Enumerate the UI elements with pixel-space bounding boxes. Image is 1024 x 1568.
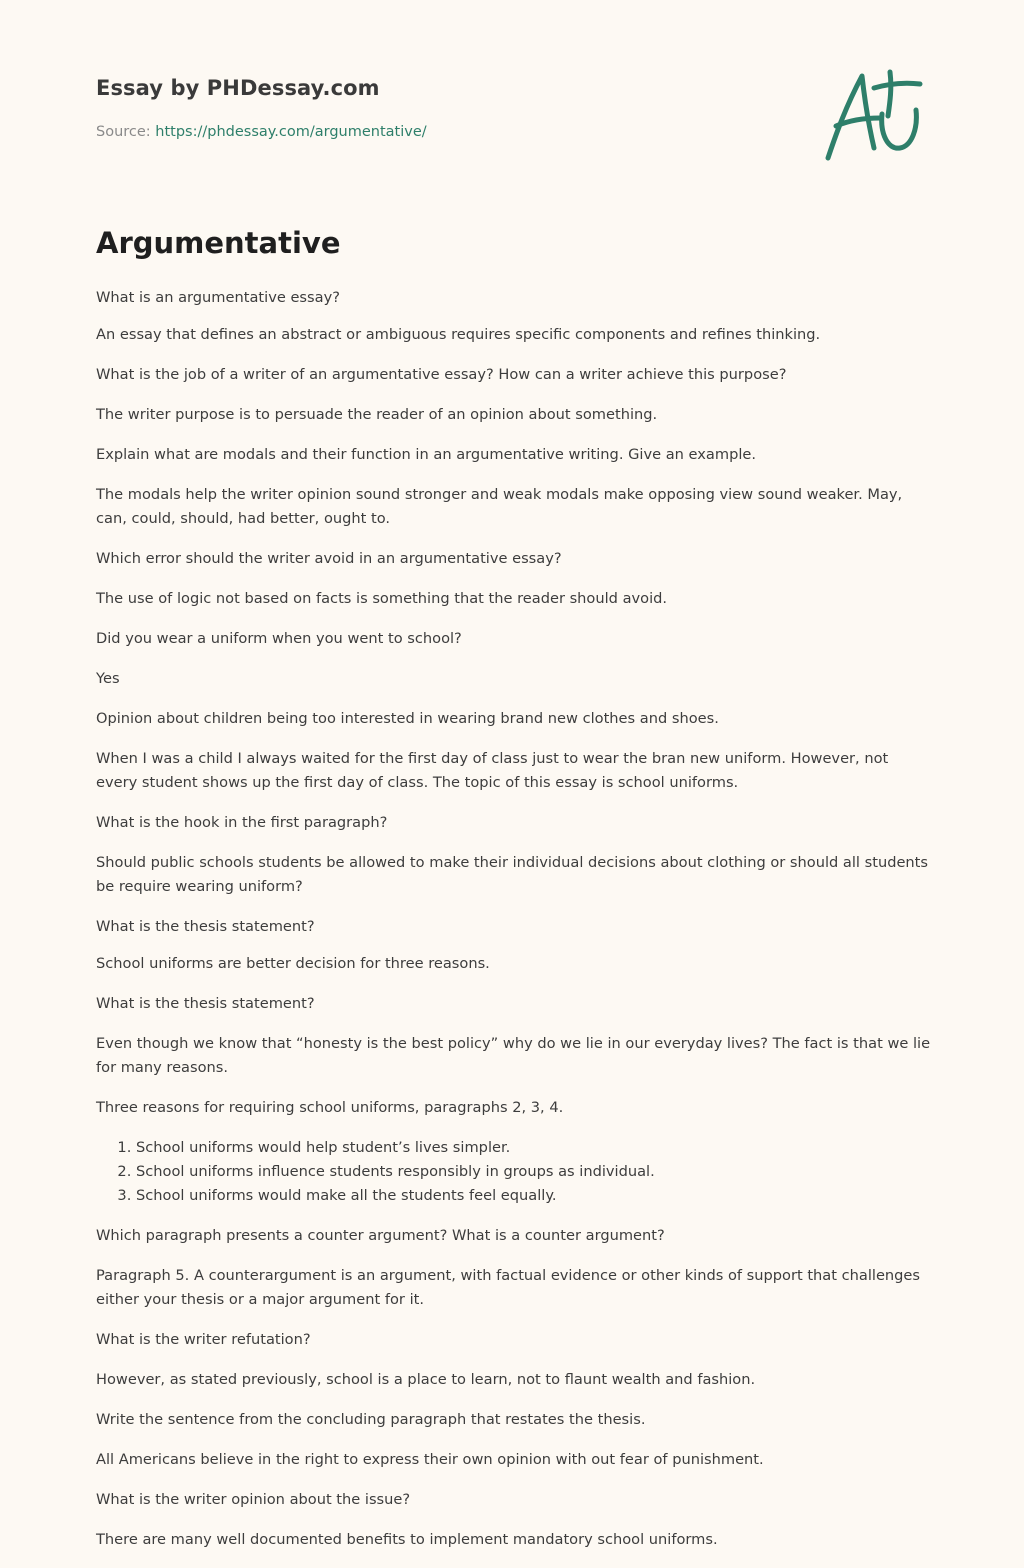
paragraph: What is the thesis statement? [96, 995, 315, 1012]
paragraph: An essay that defines an abstract or ambiguous requires specific components and refines thinking. [96, 326, 821, 343]
paragraph: The use of logic not based on facts is something that the reader should avoid. [96, 590, 668, 607]
paragraph: Which paragraph presents a counter argument? What is a counter argument? [96, 1227, 665, 1244]
paragraph: What is the writer refutation? [96, 1331, 311, 1348]
paragraph: Should public schools students be allowed to make their individual decisions about clothing or should all students be require wearing uniform? [96, 854, 929, 895]
paragraph: What is the hook in the first paragraph? [96, 814, 388, 831]
source-link[interactable]: https://phdessay.com/argumentative/ [155, 124, 427, 140]
site-title: Essay by PHDessay.com [96, 76, 380, 100]
a-plus-logo-icon [822, 64, 928, 168]
paragraph: Opinion about children being too interested in wearing brand new clothes and shoes. [96, 710, 719, 727]
paragraph: What is the job of a writer of an argumentative essay? How can a writer achieve this purpose? [96, 366, 787, 383]
paragraph: All Americans believe in the right to express their own opinion with out fear of punishment. [96, 1451, 764, 1468]
paragraph: Yes [96, 670, 120, 687]
paragraph: Write the sentence from the concluding paragraph that restates the thesis. [96, 1411, 646, 1428]
paragraph: The writer purpose is to persuade the reader of an opinion about something. [96, 406, 658, 423]
list-item: 3. School uniforms would make all the students feel equally. [136, 1184, 932, 1208]
paragraph: The modals help the writer opinion sound stronger and weak modals make opposing view sound weaker. May, can, could, should, had better, ought to. [96, 486, 903, 527]
paragraph: Three reasons for requiring school uniforms, paragraphs 2, 3, 4. [96, 1099, 564, 1116]
paragraph: When I was a child I always waited for the first day of class just to wear the bran new uniform. However, not every student shows up the first day of class. The topic of this essay is school uniforms. [96, 750, 889, 791]
list-item: 1. School uniforms would help student’s lives simpler. [136, 1136, 932, 1160]
paragraph: What is the writer opinion about the issue? [96, 1491, 411, 1508]
source-line [96, 124, 427, 140]
paragraph: There are many well documented benefits to implement mandatory school uniforms. [96, 1531, 718, 1548]
source-label: Source: [96, 124, 156, 140]
page [96, 0, 932, 1548]
document-body [96, 286, 932, 1568]
paragraph: What is the thesis statement? [96, 918, 315, 935]
document-title: Argumentative [96, 226, 341, 260]
paragraph: Did you wear a uniform when you went to school? [96, 630, 462, 647]
list-item: 2. School uniforms influence students responsibly in groups as individual. [136, 1160, 932, 1184]
header [96, 0, 932, 200]
reasons-list [96, 1136, 932, 1208]
paragraph: Which error should the writer avoid in an argumentative essay? [96, 550, 562, 567]
paragraph: Paragraph 5. A counterargument is an argument, with factual evidence or other kinds of support that challenges either your thesis or a major argument for it. [96, 1267, 921, 1308]
paragraph: Explain what are modals and their function in an argumentative writing. Give an example. [96, 446, 757, 463]
paragraph: School uniforms are better decision for three reasons. [96, 955, 490, 972]
paragraph: Even though we know that “honesty is the best policy” why do we lie in our everyday lives? The fact is that we lie for many reasons. [96, 1035, 931, 1076]
paragraph: What is an argumentative essay? [96, 289, 340, 306]
paragraph: However, as stated previously, school is a place to learn, not to flaunt wealth and fashion. [96, 1371, 756, 1388]
